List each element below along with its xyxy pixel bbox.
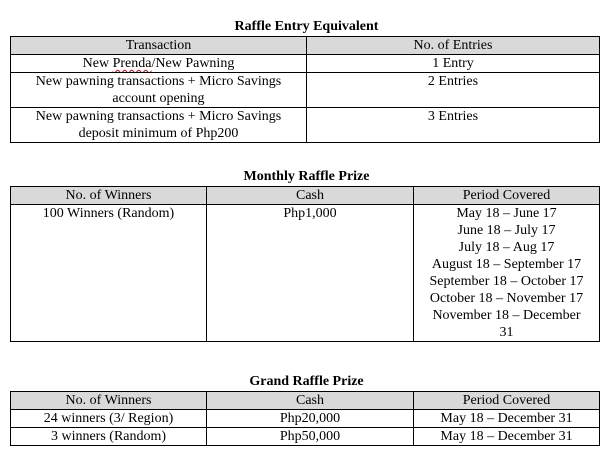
table-row — [11, 55, 600, 73]
raffle-entry-title: Raffle Entry Equivalent — [234, 19, 379, 34]
winners-cell: 3 winners (Random) — [11, 428, 207, 446]
transaction-line-1: New pawning transactions + Micro Savings — [35, 109, 282, 124]
header-no-of-winners: No. of Winners — [11, 392, 207, 410]
transaction-cell — [11, 55, 307, 73]
transaction-cell — [11, 108, 307, 143]
table-row — [11, 108, 600, 143]
entries-cell: 2 Entries — [307, 73, 600, 108]
period-line: September 18 – October 17 — [429, 274, 584, 289]
period-line: November 18 – December — [432, 308, 581, 323]
header-transaction: Transaction — [11, 37, 307, 55]
period-line: May 18 – June 17 — [456, 206, 557, 221]
table-row — [11, 205, 600, 342]
header-period-covered: Period Covered — [414, 187, 600, 205]
period-cell: May 18 – December 31 — [414, 410, 600, 428]
transaction-line-1: New pawning transactions + Micro Savings — [35, 74, 282, 89]
cash-cell: Php1,000 — [207, 205, 414, 342]
table-header-row — [11, 392, 600, 410]
transaction-cell — [11, 73, 307, 108]
period-cell: May 18 – December 31 — [414, 428, 600, 446]
table-row — [11, 410, 600, 428]
winners-cell: 24 winners (3/ Region) — [11, 410, 207, 428]
period-line: July 18 – Aug 17 — [458, 240, 555, 255]
winners-cell: 100 Winners (Random) — [11, 205, 207, 342]
raffle-entry-table — [10, 36, 600, 143]
period-cell — [414, 205, 600, 342]
period-line: October 18 – November 17 — [429, 291, 584, 306]
grand-raffle-title: Grand Raffle Prize — [249, 374, 364, 389]
entries-cell: 1 Entry — [307, 55, 600, 73]
cash-cell: Php20,000 — [207, 410, 414, 428]
transaction-text-c: /New Pawning — [151, 56, 235, 71]
header-period-covered: Period Covered — [414, 392, 600, 410]
period-line: June 18 – July 17 — [457, 223, 556, 238]
table-header-row — [11, 37, 600, 55]
header-no-of-winners: No. of Winners — [11, 187, 207, 205]
entries-cell: 3 Entries — [307, 108, 600, 143]
period-line: 31 — [499, 325, 514, 340]
header-no-of-entries: No. of Entries — [307, 37, 600, 55]
table-row — [11, 428, 600, 446]
period-line: August 18 – September 17 — [431, 257, 582, 272]
transaction-line-2: account opening — [112, 91, 205, 106]
monthly-raffle-title: Monthly Raffle Prize — [243, 169, 370, 184]
monthly-raffle-table — [10, 186, 600, 342]
cash-cell: Php50,000 — [207, 428, 414, 446]
transaction-text-a: New — [82, 56, 113, 71]
transaction-text-b: Prenda — [112, 56, 152, 71]
transaction-line-2: deposit minimum of Php200 — [78, 126, 239, 141]
grand-raffle-table — [10, 391, 600, 446]
header-cash: Cash — [207, 187, 414, 205]
table-row — [11, 73, 600, 108]
header-cash: Cash — [207, 392, 414, 410]
table-header-row — [11, 187, 600, 205]
